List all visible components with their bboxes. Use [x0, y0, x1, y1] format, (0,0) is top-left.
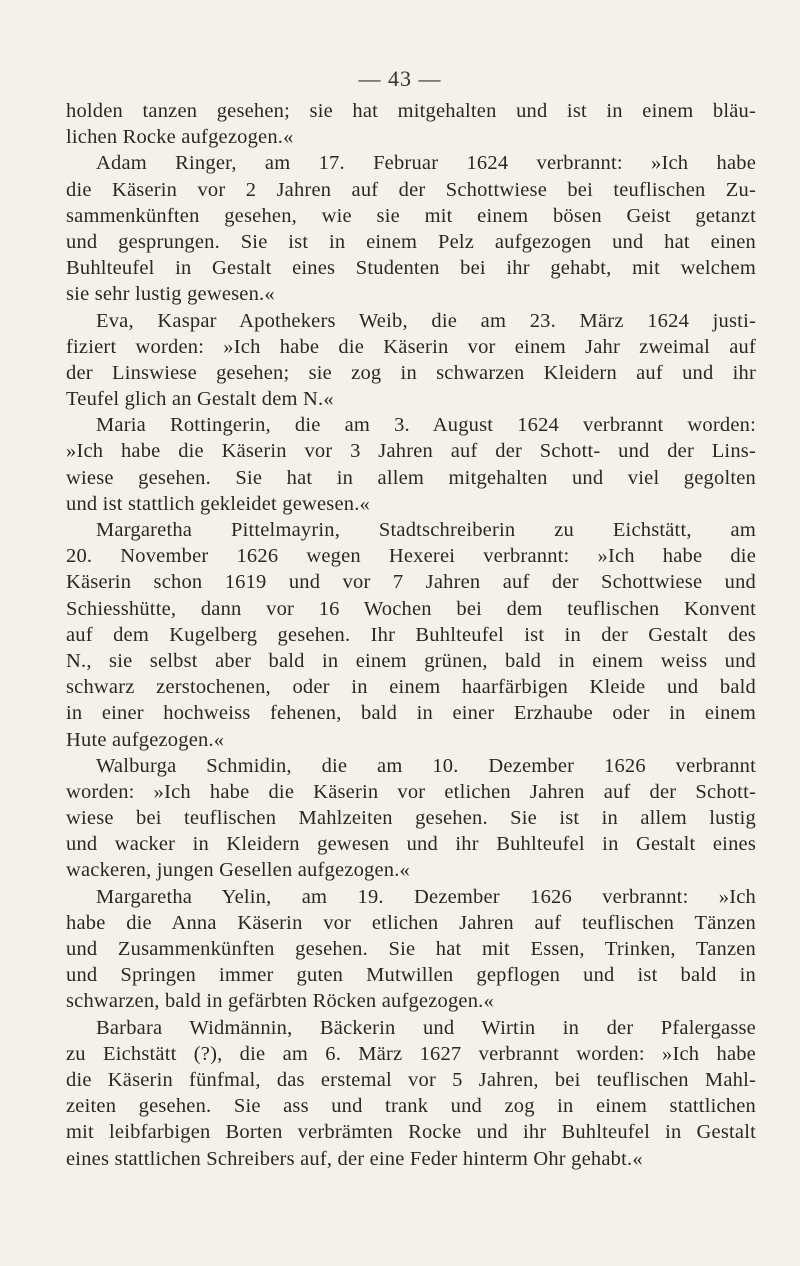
text-line: und Zusammenkünften gesehen. Sie hat mit Essen, Trinken, Tanzen [66, 938, 756, 960]
text-line: Buhlteufel in Gestalt eines Studenten bei ihr gehabt, mit welchem [66, 257, 756, 280]
body-text [66, 98, 756, 1172]
text-line: wiese bei teuflischen Mahlzeiten gesehen. Sie ist in allem lustig [66, 807, 756, 830]
text-line: Eva, Kaspar Apothekers Weib, die am 23. März 1624 justi- [96, 309, 756, 332]
text-line: 20. November 1626 wegen Hexerei verbrannt: »Ich habe die [66, 545, 756, 568]
text-line: worden: »Ich habe die Käserin vor etlichen Jahren auf der Schott- [66, 780, 756, 803]
text-line: habe die Anna Käserin vor etlichen Jahren auf teuflischen Tänzen [66, 911, 756, 934]
text-line: sammenkünften gesehen, wie sie mit einem bösen Geist getanzt [66, 204, 756, 227]
text-line: mit leibfarbigen Borten verbrämten Rocke und ihr Buhlteufel in Gestalt [66, 1121, 756, 1144]
text-line: Maria Rottingerin, die am 3. August 1624 verbrannt worden: [96, 414, 756, 437]
text-line: und Springen immer guten Mutwillen gepflogen und ist bald in [66, 964, 756, 987]
text-line: zeiten gesehen. Sie ass und trank und zog in einem stattlichen [66, 1095, 756, 1118]
text-line: lichen Rocke aufgezogen.« [66, 126, 294, 149]
text-line: Hute aufgezogen.« [66, 728, 225, 751]
text-line: und gesprungen. Sie ist in einem Pelz aufgezogen und hat einen [66, 230, 756, 253]
text-line: Walburga Schmidin, die am 10. Dezember 1626 verbrannt [96, 754, 756, 777]
text-line: »Ich habe die Käserin vor 3 Jahren auf der Schott- und der Lins- [66, 440, 756, 463]
text-line: N., sie selbst aber bald in einem grünen, bald in einem weiss und [66, 649, 756, 672]
text-line: Käserin schon 1619 und vor 7 Jahren auf der Schottwiese und [66, 571, 756, 594]
text-line: wackeren, jungen Gesellen aufgezogen.« [66, 859, 410, 882]
text-line: die Käserin vor 2 Jahren auf der Schottwiese bei teuflischen Zu- [66, 178, 756, 201]
text-line: Margaretha Yelin, am 19. Dezember 1626 verbrannt: »Ich [96, 885, 756, 908]
text-line: sie sehr lustig gewesen.« [66, 283, 275, 306]
text-line: schwarzen, bald in gefärbten Röcken aufgezogen.« [66, 990, 494, 1013]
text-line: auf dem Kugelberg gesehen. Ihr Buhlteufel ist in der Gestalt des [66, 623, 756, 646]
text-line: und wacker in Kleidern gewesen und ihr Buhlteufel in Gestalt eines [66, 833, 756, 856]
text-line: eines stattlichen Schreibers auf, der eine Feder hinterm Ohr gehabt.« [66, 1147, 643, 1170]
text-line: Margaretha Pittelmayrin, Stadtschreiberin zu Eichstätt, am [96, 519, 756, 541]
text-line: wiese gesehen. Sie hat in allem mitgehalten und viel gegolten [66, 466, 756, 489]
text-line: fiziert worden: »Ich habe die Käserin vor einem Jahr zweimal auf [66, 335, 756, 358]
text-line: und ist stattlich gekleidet gewesen.« [66, 492, 371, 515]
text-line: Schiesshütte, dann vor 16 Wochen bei dem teuflischen Konvent [66, 597, 756, 620]
text-line: in einer hochweiss fehenen, bald in einer Erzhaube oder in einem [66, 702, 756, 725]
text-line: holden tanzen gesehen; sie hat mitgehalten und ist in einem bläu- [66, 100, 756, 122]
text-line: Adam Ringer, am 17. Februar 1624 verbrannt: »Ich habe [96, 152, 756, 175]
text-line: schwarz zerstochenen, oder in einem haarfärbigen Kleide und bald [66, 676, 756, 699]
text-line: Teufel glich an Gestalt dem N.« [66, 388, 334, 411]
text-line: der Linswiese gesehen; sie zog in schwarzen Kleidern auf und ihr [66, 361, 756, 384]
text-line: Barbara Widmännin, Bäckerin und Wirtin in der Pfalergasse [96, 1016, 756, 1039]
text-line: zu Eichstätt (?), die am 6. März 1627 verbrannt worden: »Ich habe [66, 1042, 756, 1065]
text-line: die Käserin fünfmal, das erstemal vor 5 Jahren, bei teuflischen Mahl- [66, 1068, 756, 1091]
page-number: — 43 — [358, 66, 442, 91]
